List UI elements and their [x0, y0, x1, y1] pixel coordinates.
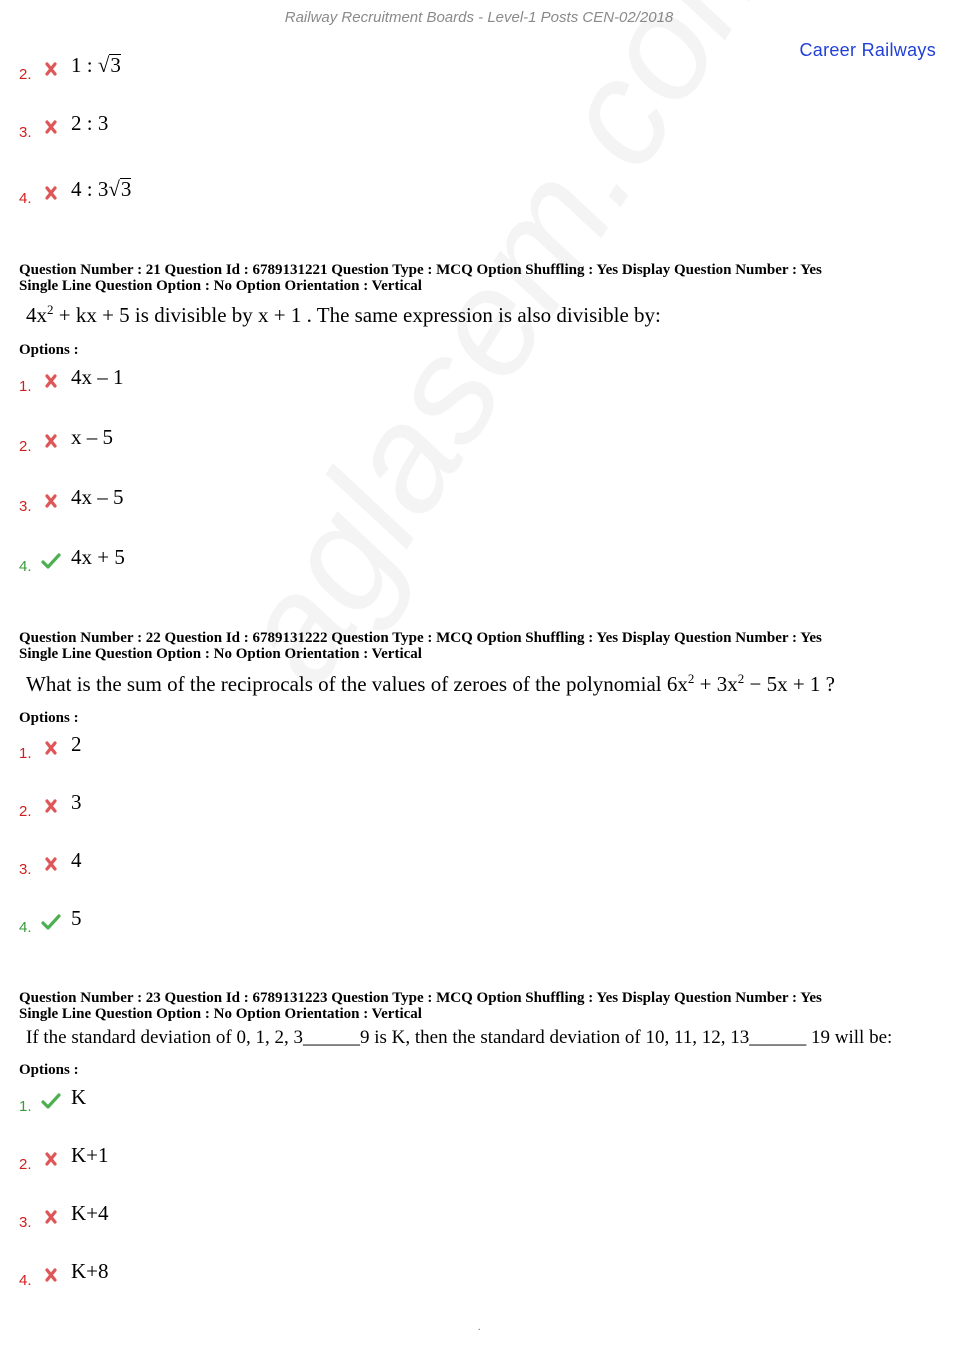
option-number: 3.	[19, 1214, 32, 1231]
option-number: 4.	[19, 558, 32, 575]
check-icon	[41, 1092, 61, 1110]
option-row	[19, 424, 113, 454]
cross-icon	[41, 855, 61, 873]
option-row	[19, 52, 121, 82]
option-row	[19, 544, 125, 574]
option-row	[19, 905, 82, 935]
question-text: If the standard deviation of 0, 1, 2, 3______9 is K, then the standard deviation of 10, 11, 12, 13______ 19 will be:	[26, 1027, 893, 1048]
option-text: 4x + 5	[71, 545, 125, 569]
check-icon	[41, 913, 61, 931]
cross-icon	[41, 184, 61, 202]
cross-icon	[41, 372, 61, 390]
question-text: $4x^2$ + kx + 5 is divisible by x + 1 . The same expression is also divisible by:	[26, 302, 661, 327]
check-icon	[41, 552, 61, 570]
option-row	[19, 176, 131, 206]
option-number: 2.	[19, 66, 32, 83]
option-row	[19, 110, 108, 140]
option-row	[19, 1084, 86, 1114]
footer-dot: .	[478, 1322, 481, 1333]
question-meta: Question Number : 22 Question Id : 6789131222 Question Type : MCQ Option Shuffling : Yes Display Question Number : Yes Single Line Question Option : No Option Orientation : Vertical	[19, 630, 822, 662]
option-row	[19, 847, 82, 877]
option-number: 4.	[19, 919, 32, 936]
option-text: K+1	[71, 1143, 109, 1167]
option-row	[19, 364, 124, 394]
option-text: K+8	[71, 1259, 109, 1283]
option-row	[19, 1200, 109, 1230]
cross-icon	[41, 492, 61, 510]
option-text: 1 : √3	[71, 53, 121, 77]
option-row	[19, 789, 82, 819]
option-text: 4	[71, 848, 82, 872]
option-number: 3.	[19, 861, 32, 878]
cross-icon	[41, 739, 61, 757]
watermark	[200, 0, 819, 712]
option-row	[19, 731, 82, 761]
cross-icon	[41, 432, 61, 450]
cross-icon	[41, 1208, 61, 1226]
option-text: 4x – 1	[71, 365, 124, 389]
option-number: 3.	[19, 124, 32, 141]
option-text: x – 5	[71, 425, 113, 449]
options-label: Options :	[19, 1062, 79, 1078]
option-text: 3	[71, 790, 82, 814]
option-text: K+4	[71, 1201, 109, 1225]
option-number: 4.	[19, 1272, 32, 1289]
option-text: K	[71, 1085, 87, 1109]
cross-icon	[41, 1266, 61, 1284]
brand-label: Career Railways	[799, 40, 936, 60]
cross-icon	[41, 797, 61, 815]
cross-icon	[41, 1150, 61, 1168]
option-text: 4x – 5	[71, 485, 124, 509]
option-number: 3.	[19, 498, 32, 515]
page-header: Railway Recruitment Boards - Level-1 Posts CEN-02/2018	[284, 9, 674, 26]
option-text: 2 : 3	[71, 111, 109, 135]
option-text: 4 : 3√3	[71, 177, 132, 201]
option-text: 2	[71, 732, 82, 756]
option-number: 1.	[19, 378, 32, 395]
options-label: Options :	[19, 710, 79, 726]
option-row	[19, 1258, 109, 1288]
option-number: 1.	[19, 1098, 32, 1115]
option-number: 4.	[19, 190, 32, 207]
option-number: 1.	[19, 745, 32, 762]
option-number: 2.	[19, 438, 32, 455]
option-row	[19, 1142, 109, 1172]
option-number: 2.	[19, 803, 32, 820]
question-meta: Question Number : 23 Question Id : 6789131223 Question Type : MCQ Option Shuffling : Yes Display Question Number : Yes Single Line Question Option : No Option Orientation : Vertical	[19, 990, 822, 1022]
question-text: What is the sum of the reciprocals of the values of zeroes of the polynomial $6x^2 + 3x^2 - 5x + 1$ ?	[26, 671, 835, 696]
options-label: Options :	[19, 342, 79, 358]
option-number: 2.	[19, 1156, 32, 1173]
option-row	[19, 484, 124, 514]
cross-icon	[41, 60, 61, 78]
option-text: 5	[71, 906, 82, 930]
question-meta: Question Number : 21 Question Id : 6789131221 Question Type : MCQ Option Shuffling : Yes Display Question Number : Yes Single Line Question Option : No Option Orientation : Vertical	[19, 262, 822, 294]
cross-icon	[41, 118, 61, 136]
